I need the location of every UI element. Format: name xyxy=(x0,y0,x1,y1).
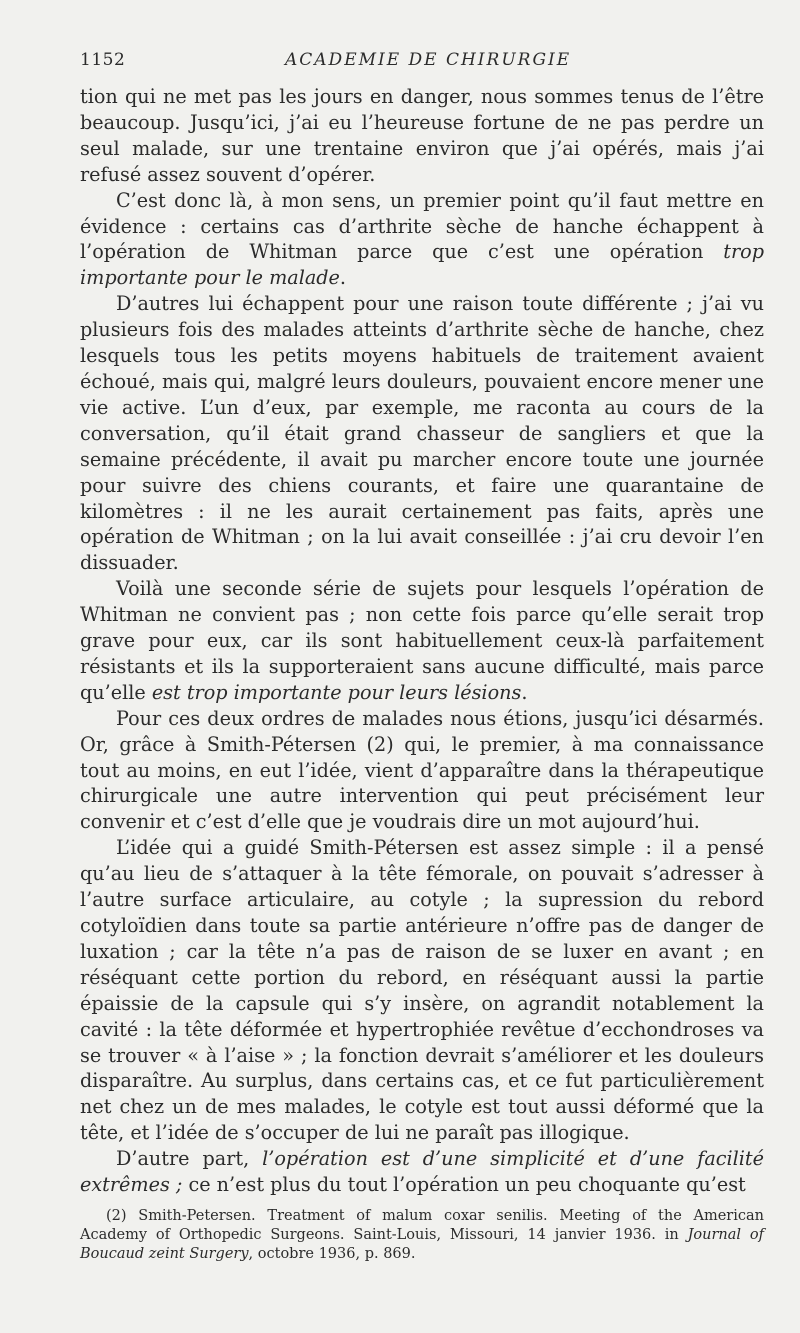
footnote xyxy=(80,1207,764,1264)
footnote-text: (2) Smith-Petersen. Treatment of malum coxar senilis. Meeting of the American Academy of Orthopedic Surgeons. Saint-Louis, Missouri, 14 janvier 1936. in Journal of Boucaud zeint Surgery, octobre 1936, p. 869. xyxy=(80,1208,765,1262)
italic-emphasis: trop importante pour le malade xyxy=(80,240,764,290)
page-number: 1152 xyxy=(80,50,126,70)
italic-emphasis: est trop importante pour leurs lésions xyxy=(151,680,522,704)
page-header xyxy=(80,44,764,76)
paragraph-5: Pour ces deux ordres de malades nous étions, jusqu’ici désarmés. Or, grâce à Smith-Pétersen (2) qui, le premier, à ma connaissance tout au moins, en eut l’idée, vient d’apparaître dans la thérapeutique chirurgicale une autre intervention qui peut précisément leur convenir et c’est d’elle que je voudrais dire un mot aujourd’hui. xyxy=(80,706,764,834)
paragraph-2: C’est donc là, à mon sens, un premier point qu’il faut mettre en évidence : certains cas d’arthrite sèche de hanche échappent à l’opération de Whitman parce que c’est une opération trop importante pour le malade. xyxy=(80,188,764,290)
paragraph-1: tion qui ne met pas les jours en danger, nous sommes tenus de l’être beaucoup. Jusqu’ici, j’ai eu l’heureuse fortune de ne pas perdre un seul malade, sur une trentaine environ que j’ai opérés, mais j’ai refusé assez souvent d’opérer. xyxy=(80,85,764,186)
paragraph-4: Voilà une seconde série de sujets pour lesquels l’opération de Whitman ne convient pas ; non cette fois parce qu’elle serait trop grave pour eux, car ils sont habituellement ceux-là parfaitement résistants et ils la supporteraient sans aucune difficulté, mais parce qu’elle est trop importante pour leurs lésions. xyxy=(80,577,764,704)
running-title: ACADEMIE DE CHIRURGIE xyxy=(285,50,572,70)
italic-emphasis: l’opération est d’une simplicité et d’une facilité extrêmes ; xyxy=(80,1147,765,1197)
journal-title: Journal of Boucaud zeint Surgery xyxy=(80,1227,765,1262)
document-page xyxy=(80,44,764,1294)
paragraph-7: D’autre part, l’opération est d’une simplicité et d’une facilité extrêmes ; ce n’est plus du tout l’opération un peu choquante qu’est xyxy=(80,1147,765,1197)
paragraph-6: L’idée qui a guidé Smith-Pétersen est assez simple : il a pensé qu’au lieu de s’attaquer à la tête fémorale, on pouvait s’adresser à l’autre surface articulaire, au cotyle ; la supression du rebord cotyloïdien dans toute sa partie antérieure n’offre pas de danger de luxation ; car la tête n’a pas de raison de se luxer en avant ; en réséquant cette portion du rebord, en réséquant aussi la partie épaissie de la capsule qui s’y insère, on agrandit notablement la cavité : la tête déformée et hypertrophiée revêtue d’ecchondroses va se trouver « à l’aise » ; la fonction devrait s’améliorer et les douleurs disparaître. Au surplus, dans certains cas, et ce fut particulièrement net chez un de mes malades, le cotyle est tout aussi déformé que la tête, et l’idée de s’occuper de lui ne paraît pas illogique. xyxy=(80,836,764,1145)
body-text xyxy=(80,84,764,1198)
paragraph-3: D’autres lui échappent pour une raison toute différente ; j’ai vu plusieurs fois des malades atteints d’arthrite sèche de hanche, chez lesquels tous les petits moyens habituels de traitement avaient échoué, mais qui, malgré leurs douleurs, pouvaient encore mener une vie active. L’un d’eux, par exemple, me raconta au cours de la conversation, qu’il était grand chasseur de sangliers et que la semaine précédente, il avait pu marcher encore toute une journée pour suivre des chiens courants, et faire une quarantaine de kilomètres : il ne les aurait certainement pas faits, après une opération de Whitman ; on la lui avait conseillée : j’ai cru devoir l’en dissuader. xyxy=(80,292,764,575)
